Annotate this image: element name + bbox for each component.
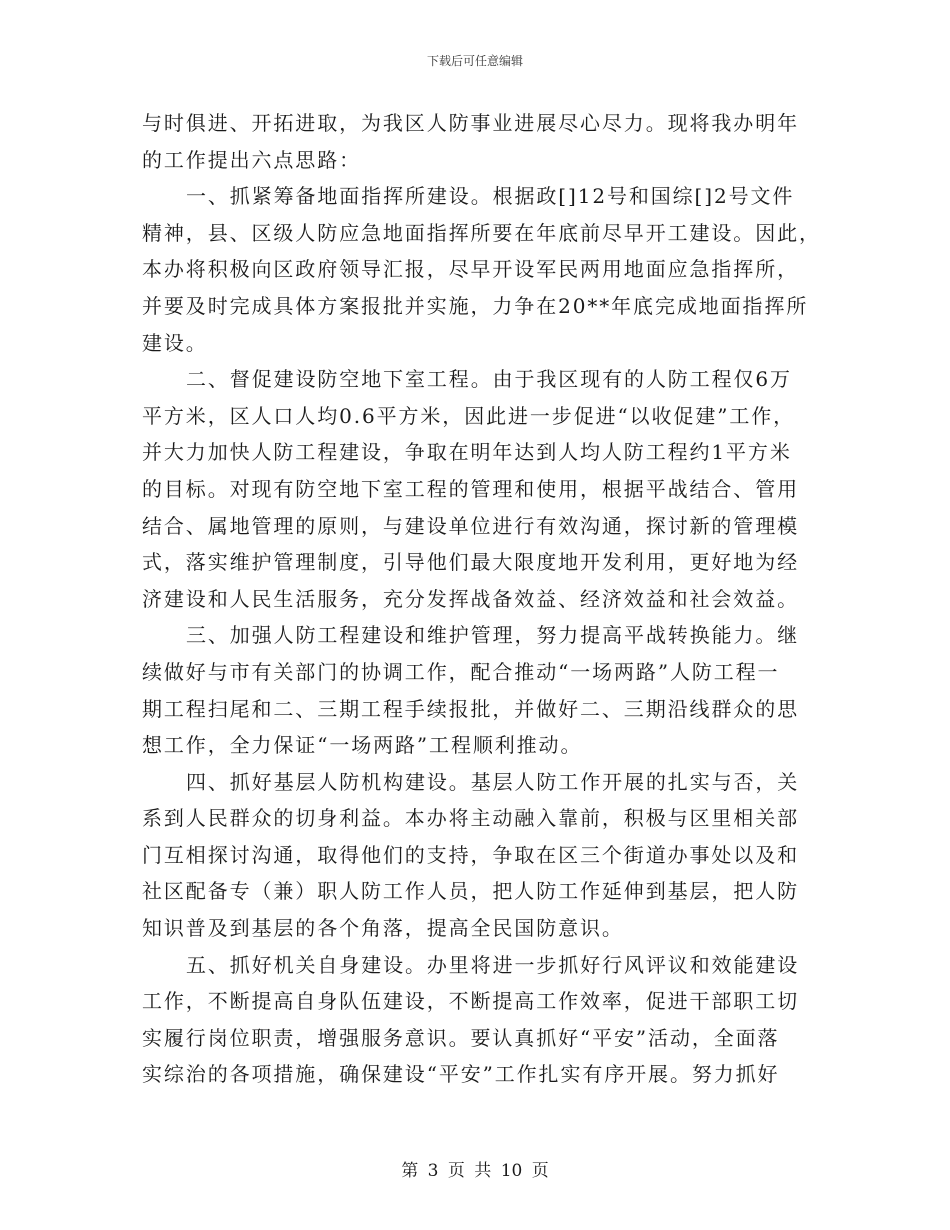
text-line: 门互相探讨沟通，取得他们的支持，争取在区三个街道办事处以及和	[142, 842, 799, 867]
text-line: 三、加强人防工程建设和维护管理，努力提高平战转换能力。继	[186, 623, 800, 648]
text-line: 期工程扫尾和二、三期工程手续报批，并做好二、三期沿线群众的思	[142, 696, 799, 721]
text-line: 实综治的各项措施，确保建设“平安”工作扎实有序开展。努力抓好	[142, 1062, 780, 1087]
text-line: 式，落实维护管理制度，引导他们最大限度地开发利用，更好地为经	[142, 550, 799, 575]
text-line: 系到人民群众的切身利益。本办将主动融入靠前，积极与区里相关部	[142, 806, 799, 831]
text-line: 续做好与市有关部门的协调工作，配合推动“一场两路”人防工程一	[142, 659, 780, 684]
page-footer: 第 3 页 共 10 页	[401, 1161, 549, 1181]
text-line: 实履行岗位职责，增强服务意识。要认真抓好“平安”活动，全面落	[142, 1025, 780, 1050]
text-line: 平方米，区人口人均0.6平方米，因此进一步促进“以收促建”工作，	[142, 403, 796, 428]
text-line: 的目标。对现有防空地下室工程的管理和使用，根据平战结合、管用	[142, 476, 799, 501]
text-line: 社区配备专（兼）职人防工作人员，把人防工作延伸到基层，把人防	[142, 879, 799, 904]
text-line: 建设。	[142, 330, 208, 355]
text-line: 一、抓紧筹备地面指挥所建设。根据政[]12号和国综[]2号文件	[186, 184, 795, 209]
text-line: 工作，不断提高自身队伍建设，不断提高工作效率，促进干部职工切	[142, 989, 799, 1014]
text-line: 想工作，全力保证“一场两路”工程顺利推动。	[142, 733, 583, 758]
text-line: 并要及时完成具体方案报批并实施，力争在20**年底完成地面指挥所	[142, 293, 809, 318]
text-line: 二、督促建设防空地下室工程。由于我区现有的人防工程仅6万	[186, 367, 792, 392]
page-header: 下载后可任意编辑	[426, 54, 523, 68]
text-line: 知识普及到基层的各个角落，提高全民国防意识。	[142, 916, 624, 941]
text-line: 本办将积极向区政府领导汇报，尽早开设军民两用地面应急指挥所，	[142, 257, 799, 282]
document-body	[142, 105, 821, 1093]
text-line: 五、抓好机关自身建设。办里将进一步抓好行风评议和效能建设	[186, 952, 800, 977]
text-line: 结合、属地管理的原则，与建设单位进行有效沟通，探讨新的管理模	[142, 513, 799, 538]
text-line: 的工作提出六点思路：	[142, 147, 361, 172]
text-line: 并大力加快人防工程建设，争取在明年达到人均人防工程约1平方米	[142, 440, 792, 465]
text-line: 济建设和人民生活服务，充分发挥战备效益、经济效益和社会效益。	[142, 586, 799, 611]
text-line: 与时俱进、开拓进取，为我区人防事业进展尽心尽力。现将我办明年	[142, 111, 799, 135]
text-line: 四、抓好基层人防机构建设。基层人防工作开展的扎实与否，关	[186, 769, 800, 794]
text-line: 精神，县、区级人防应急地面指挥所要在年底前尽早开工建设。因此，	[142, 220, 821, 245]
